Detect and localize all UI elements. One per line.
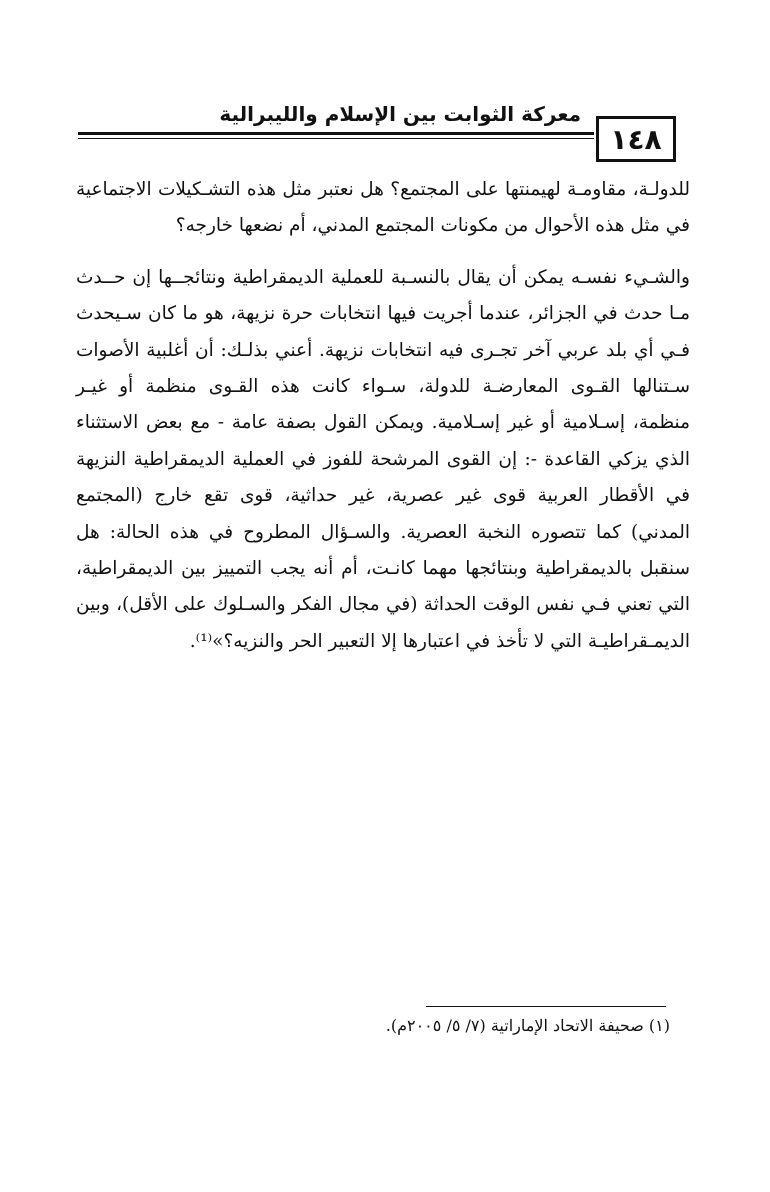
- page-number: ١٤٨: [596, 116, 676, 162]
- paragraph: للدولـة، مقاومـة لهيمنتها على المجتمع؟ هل نعتبر مثل هذه التشـكيلات الاجتماعية في مثل هذه الأحوال من مكونات المجتمع المدني، أم نضعها خارجه؟: [76, 179, 690, 237]
- header-rule: [78, 132, 594, 135]
- footnote-separator: [426, 1006, 666, 1007]
- footnote: (١) صحيفة الاتحاد الإماراتية (٧/ ٥/ ٢٠٠٥م).: [385, 1016, 670, 1035]
- paragraph: والشـيء نفسـه يمكن أن يقال بالنسـبة للعملية الديمقراطية ونتائجــها إن حــدث مـا حدث في الجزائر، عندما أجريت فيها انتخابات حرة نزيهة، هو ما كان سـيحدث فـي أي بلد عربي آخر تجـرى فيه انتخابات نزيهة. أعني بذلـك: أن أغلبية الأصوات سـتنالها القـوى المعارضـة للدولة، سـواء كانت هذه القـوى منظمة أو غيـر منظمة، إسـلامية أو غير إسـلامية. ويمكن القول بصفة عامة - مع بعض الاستثناء الذي يزكي القاعدة -: إن القوى المرشحة للفوز في العملية الديمقراطية النزيهة في الأقطار العربية قوى غير عصرية، غير حداثية، قوى تقع خارج (المجتمع المدني) كما تتصوره النخبة العصرية. والسـؤال المطروح في هذه الحالة: هل سنقبل بالديمقراطية وبنتائجها مهما كانـت، أم أنه يجب التمييز بين الديمقراطية، التي تعني فـي نفس الوقت الحداثة (في مجال الفكر والسـلوك على الأقل)، وبين الديمـقراطيـة التي لا تأخذ في اعتبارها إلا التعبير الحر والنزيه؟»⁽¹⁾.: [76, 266, 690, 652]
- book-title: معركة الثوابت بين الإسلام والليبرالية: [219, 102, 581, 126]
- running-header: [78, 96, 676, 166]
- main-text: [76, 172, 690, 660]
- header-rule-thin: [78, 138, 594, 139]
